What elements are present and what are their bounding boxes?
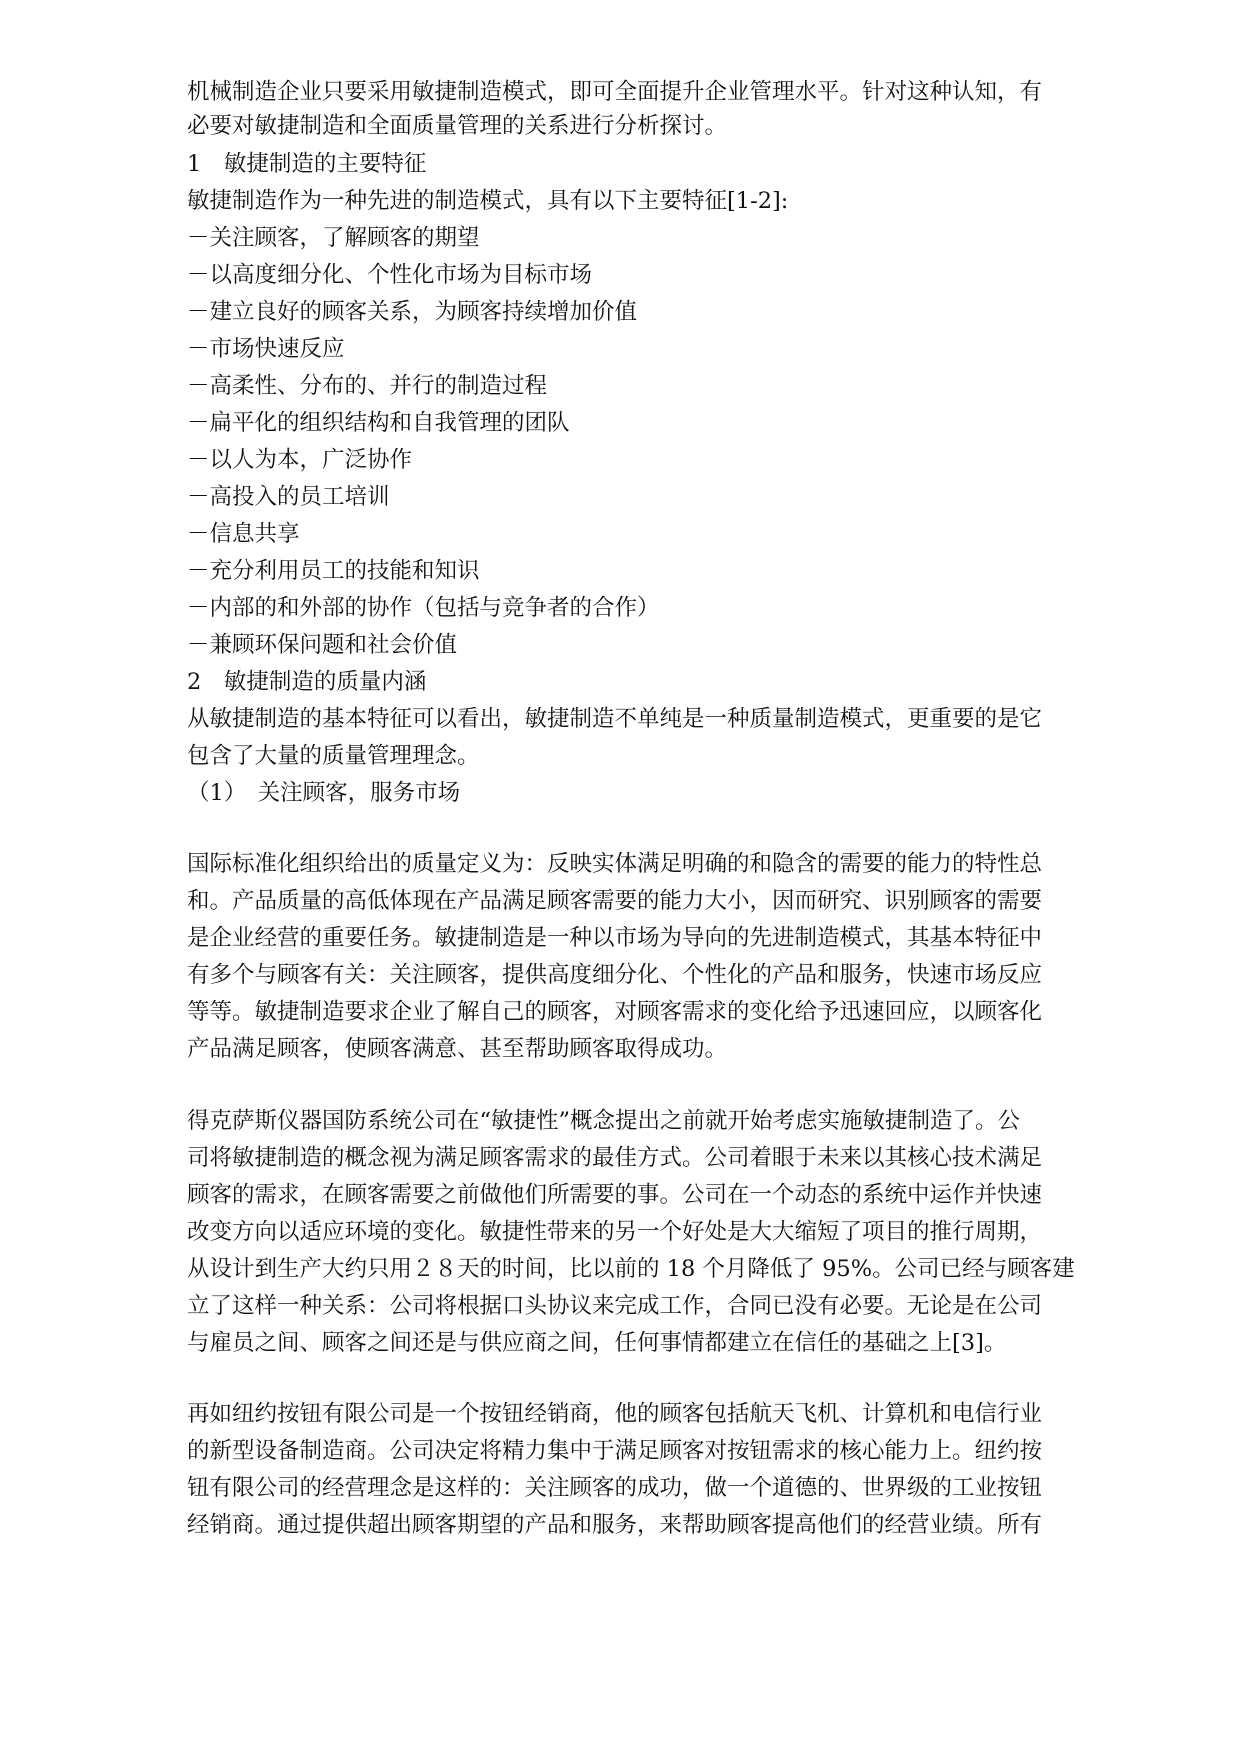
text-line: 国际标准化组织给出的质量定义为：反映实体满足明确的和隐含的需要的能力的特性总: [187, 851, 1043, 877]
section-heading: 1 敏捷制造的主要特征: [187, 151, 427, 177]
list-item: －市场快速反应: [187, 336, 345, 362]
text-line: 机械制造企业只要采用敏捷制造模式，即可全面提升企业管理水平。针对这种认知，有: [187, 79, 1043, 105]
text-line: 改变方向以适应环境的变化。敏捷性带来的另一个好处是大大缩短了项目的推行周期，: [187, 1219, 1043, 1245]
text-line: 敏捷制造作为一种先进的制造模式，具有以下主要特征[1-2]:: [187, 188, 789, 214]
text-line: 产品满足顾客，使顾客满意、甚至帮助顾客取得成功。: [187, 1036, 728, 1062]
text-line: 经销商。通过提供超出顾客期望的产品和服务，来帮助顾客提高他们的经营业绩。所有: [187, 1512, 1043, 1538]
text-line: 钮有限公司的经营理念是这样的：关注顾客的成功，做一个道德的、世界级的工业按钮: [187, 1475, 1043, 1501]
list-item: －高投入的员工培训: [187, 484, 390, 510]
list-item: －关注顾客，了解顾客的期望: [187, 225, 480, 251]
list-item: －充分利用员工的技能和知识: [187, 558, 480, 584]
subsection-heading: （1） 关注顾客，服务市场: [187, 780, 461, 806]
text-line: 从设计到生产大约只用２８天的时间，比以前的 18 个月降低了 95%。公司已经与顾客建: [187, 1256, 1075, 1282]
text-line: 司将敏捷制造的概念视为满足顾客需求的最佳方式。公司着眼于未来以其核心技术满足: [187, 1145, 1043, 1171]
list-item: －扁平化的组织结构和自我管理的团队: [187, 410, 570, 436]
list-item: －高柔性、分布的、并行的制造过程: [187, 373, 548, 399]
text-line: 与雇员之间、顾客之间还是与供应商之间，任何事情都建立在信任的基础之上[3]。: [187, 1330, 1007, 1356]
text-line: 的新型设备制造商。公司决定将精力集中于满足顾客对按钮需求的核心能力上。纽约按: [187, 1438, 1043, 1464]
text-line: 立了这样一种关系：公司将根据口头协议来完成工作，合同已没有必要。无论是在公司: [187, 1293, 1043, 1319]
text-line: 顾客的需求，在顾客需要之前做他们所需要的事。公司在一个动态的系统中运作并快速: [187, 1182, 1043, 1208]
text-line: 再如纽约按钮有限公司是一个按钮经销商，他的顾客包括航天飞机、计算机和电信行业: [187, 1401, 1043, 1427]
text-line: 必要对敏捷制造和全面质量管理的关系进行分析探讨。: [187, 113, 728, 139]
list-item: －建立良好的顾客关系，为顾客持续增加价值: [187, 299, 638, 325]
text-line: 得克萨斯仪器国防系统公司在“敏捷性”概念提出之前就开始考虑实施敏捷制造了。公: [187, 1108, 1021, 1134]
list-item: －信息共享: [187, 521, 300, 547]
list-item: －以人为本，广泛协作: [187, 447, 413, 473]
list-item: －内部的和外部的协作（包括与竞争者的合作）: [187, 595, 660, 621]
text-line: 是企业经营的重要任务。敏捷制造是一种以市场为导向的先进制造模式，其基本特征中: [187, 925, 1043, 951]
text-line: 和。产品质量的高低体现在产品满足顾客需要的能力大小，因而研究、识别顾客的需要: [187, 888, 1043, 914]
text-line: 等等。敏捷制造要求企业了解自己的顾客，对顾客需求的变化给予迅速回应，以顾客化: [187, 999, 1043, 1025]
text-line: 包含了大量的质量管理理念。: [187, 743, 480, 769]
text-line: 有多个与顾客有关：关注顾客，提供高度细分化、个性化的产品和服务，快速市场反应: [187, 962, 1043, 988]
text-line: 从敏捷制造的基本特征可以看出，敏捷制造不单纯是一种质量制造模式，更重要的是它: [187, 706, 1043, 732]
section-heading: 2 敏捷制造的质量内涵: [187, 669, 427, 695]
list-item: －以高度细分化、个性化市场为目标市场: [187, 262, 593, 288]
list-item: －兼顾环保问题和社会价值: [187, 632, 458, 658]
